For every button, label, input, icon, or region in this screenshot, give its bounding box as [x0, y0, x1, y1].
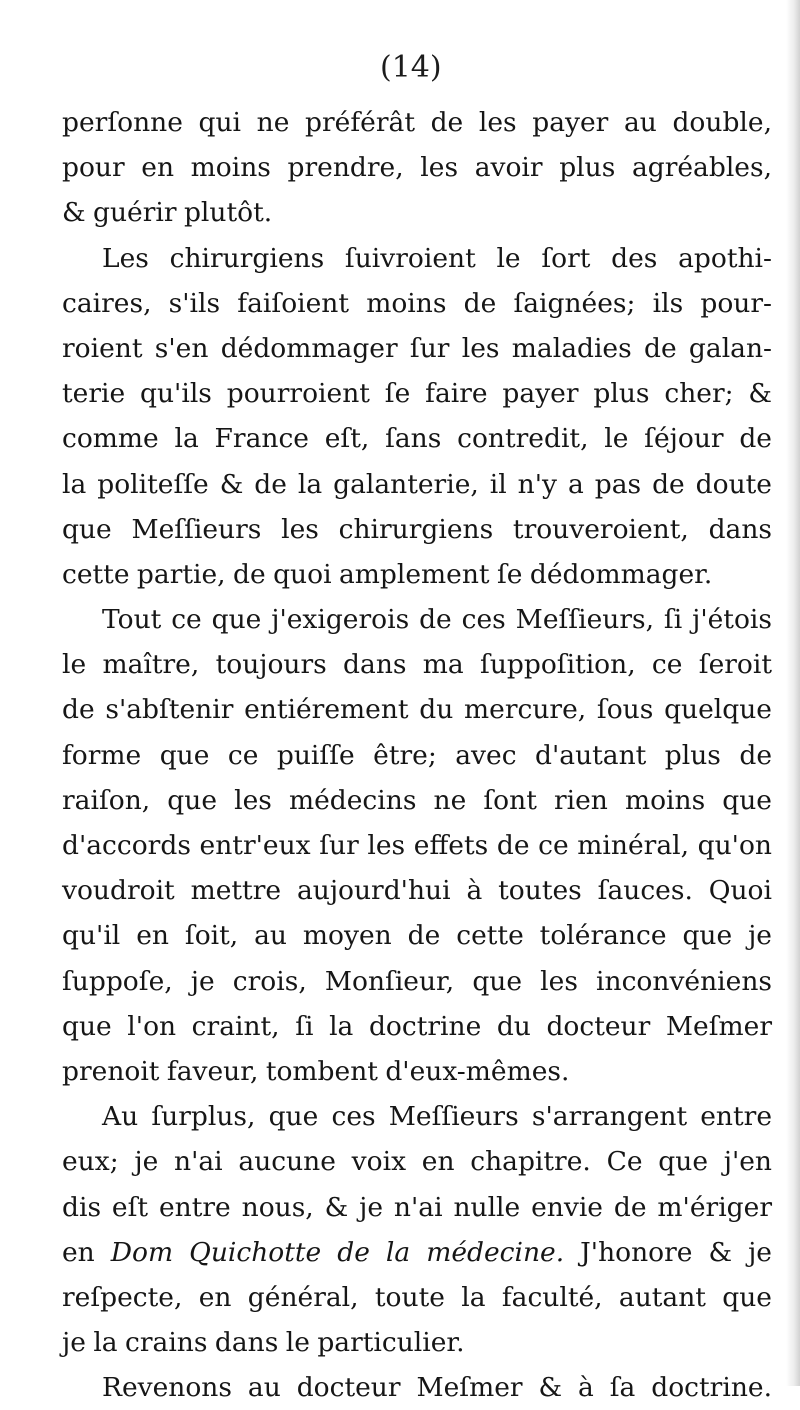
- text-line: la politeſſe & de la galanterie, il n'y a pas de doute: [62, 468, 772, 500]
- text-line: Les chirurgiens ſuivroient le ſort des apothi-: [102, 242, 772, 274]
- text-line: eux; je n'ai aucune voix en chapitre. Ce que j'en: [62, 1146, 772, 1178]
- text-line: roient s'en dédommager ſur les maladies de galan-: [62, 332, 772, 364]
- text-line: reſpecte, en général, toute la faculté, autant que: [62, 1281, 772, 1313]
- text-line: prenoit faveur, tombent d'eux-mêmes.: [62, 1055, 570, 1087]
- text-span: en: [62, 1236, 111, 1268]
- text-line: raiſon, que les médecins ne ſont rien moins que: [62, 784, 772, 816]
- text-line: perſonne qui ne préférât de les payer au double,: [62, 107, 772, 138]
- body-text: [62, 100, 772, 1410]
- text-line: comme la France eſt, ſans contredit, le ſéjour de: [62, 423, 772, 455]
- text-line: voudroit mettre aujourd'hui à toutes ſauces. Quoi: [62, 875, 772, 907]
- text-line: d'accords entr'eux ſur les effets de ce minéral, qu'on: [62, 830, 772, 861]
- page-number: (14): [380, 50, 442, 85]
- text-line: qu'il en ſoit, au moyen de cette tolérance que je: [62, 920, 772, 952]
- text-line: terie qu'ils pourroient ſe faire payer plus cher; &: [62, 378, 772, 410]
- text-line: ſuppoſe, je crois, Monſieur, que les inconvéniens: [62, 965, 772, 997]
- text-line: Revenons au docteur Meſmer & à ſa doctrine.: [102, 1372, 772, 1404]
- text-line: de s'abſtenir entiérement du mercure, ſous quelque: [62, 694, 772, 726]
- text-line: & guérir plutôt.: [62, 197, 273, 229]
- text-line: [62, 1230, 772, 1275]
- text-line: le maître, toujours dans ma ſuppoſition, ce ſeroit: [62, 649, 772, 681]
- text-line: cette partie, de quoi amplement ſe dédommager.: [62, 558, 713, 590]
- text-line: Au ſurplus, que ces Meſſieurs s'arrangent entre: [102, 1101, 772, 1133]
- text-line: forme que ce puiſſe être; avec d'autant plus de: [62, 739, 772, 771]
- text-line: dis eſt entre nous, & je n'ai nulle envie de m'ériger: [62, 1191, 772, 1223]
- text-span: J'honore & je: [564, 1236, 772, 1268]
- text-line: je la crains dans le particulier.: [62, 1327, 465, 1359]
- text-line: caires, s'ils faiſoient moins de ſaignées; ils pour-: [62, 287, 772, 319]
- text-line: Tout ce que j'exigerois de ces Meſſieurs, ſi j'étois: [102, 604, 772, 636]
- page-edge-shadow: [786, 0, 800, 1386]
- text-line: que Meſſieurs les chirurgiens trouveroient, dans: [62, 513, 772, 545]
- italic-title: Dom Quichotte de la médecine.: [110, 1236, 565, 1268]
- text-line: que l'on craint, ſi la doctrine du docteur Meſmer: [62, 1010, 772, 1042]
- text-line: pour en moins prendre, les avoir plus agréables,: [62, 152, 772, 184]
